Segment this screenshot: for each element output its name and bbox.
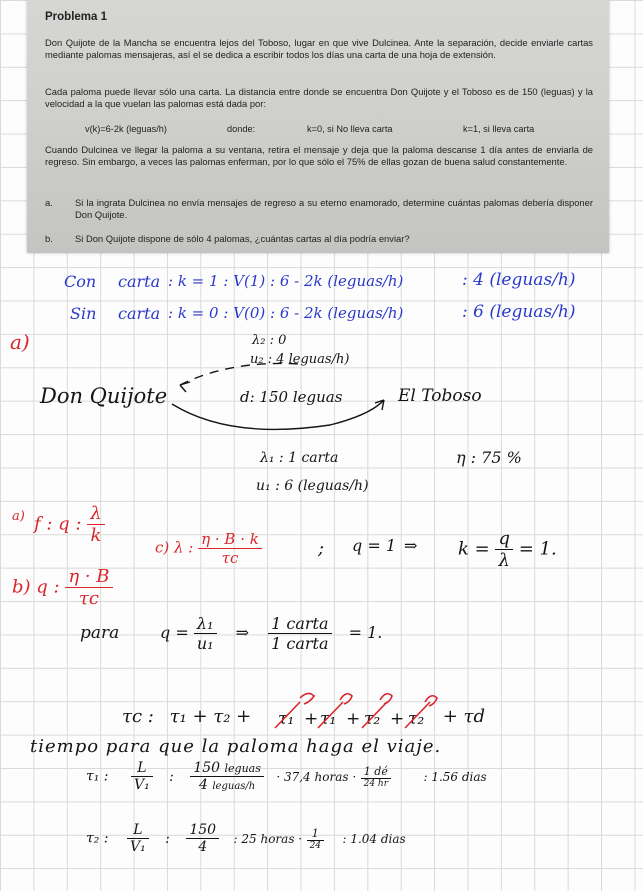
k0-definition: k=0, si No lleva carta <box>307 124 393 134</box>
q-equals-one: q = 1 <box>352 536 396 555</box>
problem-paragraph-3: Cuando Dulcinea ve llegar la paloma a su ventana, retira el mensaje y deja que la paloma descanse 1 día antes de enviarla de regreso. Sin embargo, a veces las palomas enferman, por lo que sólo el 75% de ellas gozan de buena salud constantemente. <box>45 144 593 168</box>
tiempo-note: tiempo para que la paloma haga el viaje. <box>30 736 442 757</box>
svg-text:τ₁: τ₁ <box>320 709 337 729</box>
note-don-quijote: Don Quijote <box>40 384 168 408</box>
f-formula: f : q : $\frac{\lambda}{k}$ <box>34 503 105 546</box>
problem-title: Problema 1 <box>45 11 107 23</box>
note-para: para <box>80 623 120 643</box>
note-sin-equation: : k = 0 : V(0) : 6 - 2k (leguas/h) <box>168 304 404 322</box>
k1-definition: k=1, si lleva carta <box>463 124 535 134</box>
b-formula: b) q : $\frac{\eta \cdot B}{\tau c}$ <box>12 566 113 609</box>
tc-equation: τc : τ₁ + τ₂ + + τd <box>122 706 486 727</box>
velocity-formula: v(k)=6-2k (leguas/h) <box>85 124 167 134</box>
note-u1: u₁ : 6 (leguas/h) <box>256 478 369 494</box>
svg-text:τ₂: τ₂ <box>408 709 425 729</box>
note-u2: u₂ : 4 leguas/h) <box>250 352 350 367</box>
semicolon: ; <box>318 538 325 559</box>
note-eta: η : 75 % <box>456 448 522 467</box>
implies-arrow: ⇒ <box>404 536 418 555</box>
note-el-toboso: El Toboso <box>398 386 482 406</box>
note-carta-sin: carta <box>118 304 161 323</box>
note-distance: d: 150 leguas <box>240 388 343 406</box>
note-sin-result: : 6 (leguas/h) <box>462 302 576 322</box>
svg-text:+: + <box>390 709 405 729</box>
t1-equation: τ₁ : $\frac{L}{\text{V₁}}$ : $\frac{\text{150 leguas}}{\text{4 leguas/h}}$ · 37,4 horas · $\frac{1 dé}{24 hr}$ : 1.56 dias <box>86 760 487 793</box>
note-carta-con: carta <box>118 272 161 291</box>
c-formula: c) λ : $\frac{\eta \cdot B \cdot k}{\tau c}$ <box>155 530 262 567</box>
svg-text:+: + <box>304 709 319 729</box>
para-formula: q = $\frac{\text{λ₁}}{\text{u₁}}$ ⇒ $\frac{\text{1 carta}}{\text{1 carta}}$ = 1. <box>160 614 383 653</box>
svg-text:τ₂: τ₂ <box>364 709 381 729</box>
note-lambda1: λ₁ : 1 carta <box>260 450 339 466</box>
donde-label: donde: <box>227 124 256 134</box>
svg-text:+: + <box>346 709 361 729</box>
part-a-label: a) <box>10 330 30 354</box>
note-sin: Sin <box>70 304 97 323</box>
t2-equation: τ₂ : $\frac{L}{\text{V₁}}$ : $\frac{150}{4}$ : 25 horas · $\frac{1}{24}$ : 1.04 dias <box>86 822 406 855</box>
note-con-equation: : k = 1 : V(1) : 6 - 2k (leguas/h) <box>168 272 404 290</box>
problem-statement-photo: Problema 1 Don Quijote de la Mancha se encuentra lejos del Toboso, lugar en que vive Dulcinea. Ante la separación, decide enviarle cartas mediante palomas mensajeras, así el se dedica a escribir todos los días una carta de una hoja de extensión. Cada paloma puede llevar sólo una carta. La distancia entre donde se encuentra Don Quijote y el Toboso es de 150 (leguas) y la velocidad a la que vuelan las palomas está dada por: v(k)=6-2k (leguas/h) donde: k=0, si No lleva carta k=1, si lleva carta Cuando Dulcinea ve llegar la paloma a su ventana, retira el mensaje y deja que la paloma descanse 1 día antes de enviarla de regreso. Sin embargo, a veces las palomas enferman, por lo que sólo el 75% de ellas gozan de buena salud constantemente. a. Si la ingrata Dulcinea no envía mensajes de regreso a su eterno enamorado, determine cuántas palomas debería disponer Don Quijote. b. Si Don Quijote dispone de sólo 4 palomas, ¿cuántas cartas al día podría enviar? <box>27 0 609 253</box>
problem-paragraph-1: Don Quijote de la Mancha se encuentra lejos del Toboso, lugar en que vive Dulcinea. Ante la separación, decide enviarle cartas mediante palomas mensajeras, así el se dedica a escribir todos los días una carta de una hoja de extensión. <box>45 37 593 61</box>
note-con-result: : 4 (leguas/h) <box>462 270 576 290</box>
k-formula: k = $\frac{q}{\lambda}$ = 1. <box>458 528 557 571</box>
note-lambda2: λ₂ : 0 <box>252 333 287 348</box>
note-con: Con <box>64 272 97 291</box>
problem-paragraph-2: Cada paloma puede llevar sólo una carta. La distancia entre donde se encuentra Don Quijote y el Toboso es de 150 (leguas) y la velocidad a la que vuelan las palomas está dada por: <box>45 86 593 110</box>
part-a2-label: a) <box>12 509 25 524</box>
svg-text:τ₁: τ₁ <box>278 709 295 729</box>
